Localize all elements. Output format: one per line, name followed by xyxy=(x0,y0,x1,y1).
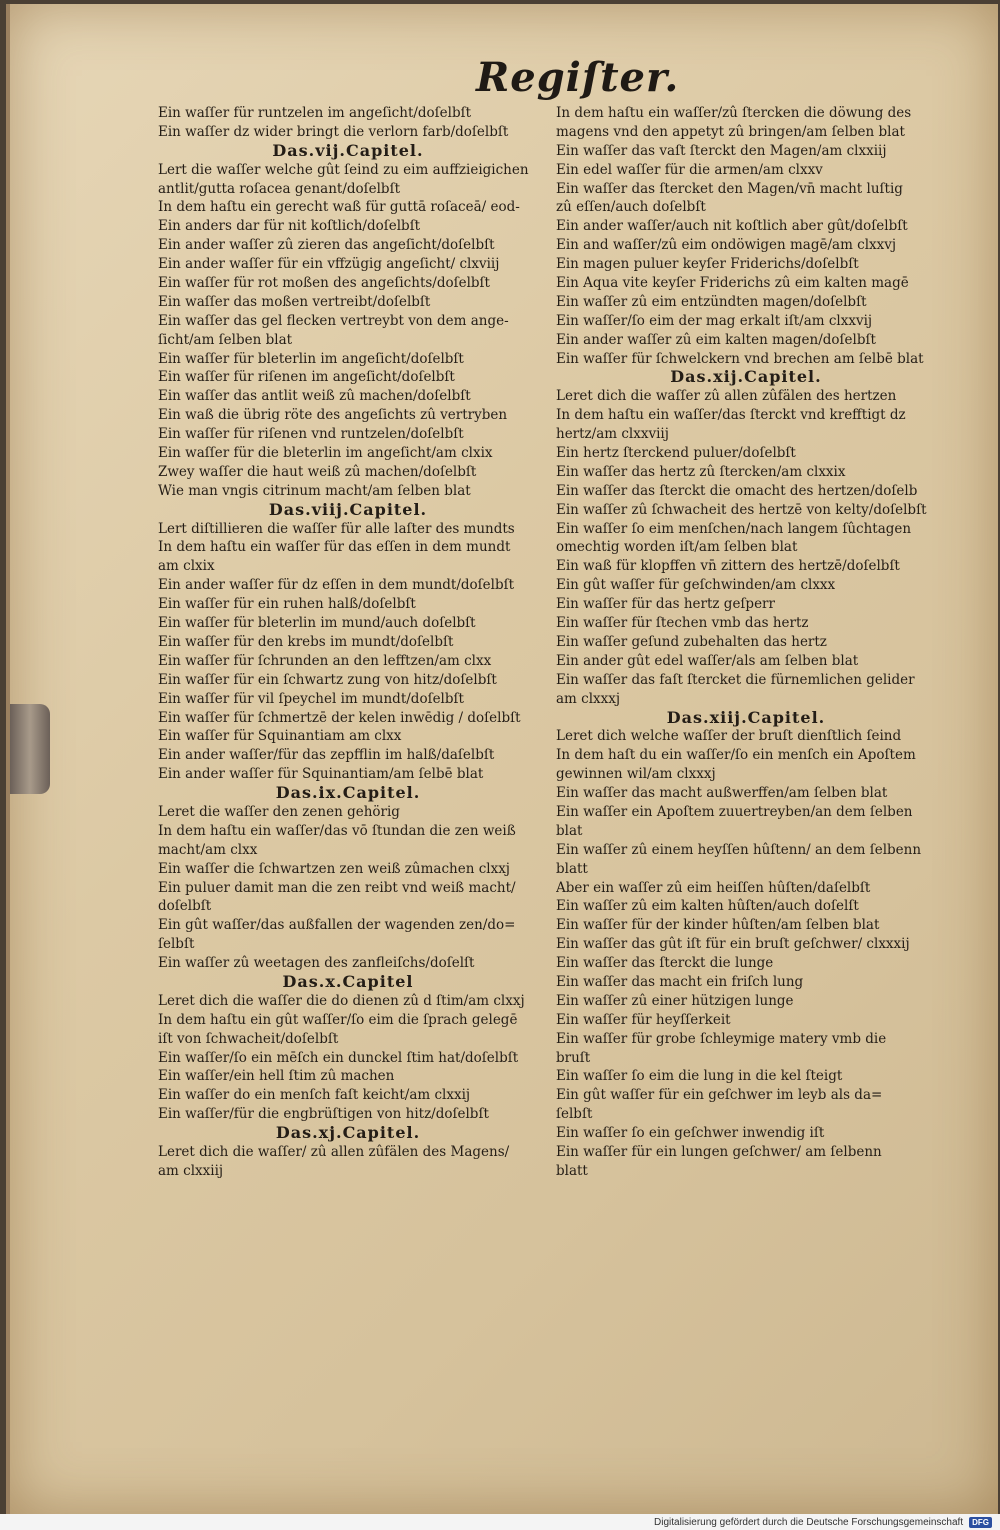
register-entry: Ein waſſer für ſchrunden an den lefftzen/am clxx xyxy=(158,652,492,669)
register-entry: Ein waſſer das faſt ſtercket die fürnemlichen gelider xyxy=(556,671,915,688)
register-entry: Leret dich welche waſſer der bruſt dienſtlich ſeind xyxy=(556,728,902,745)
register-entry: Ein ander waſſer zû zieren das angeſicht/doſelbſt xyxy=(158,237,495,254)
register-entry: Leret dich die waſſer zû allen zûfälen des hertzen xyxy=(556,388,897,405)
register-entry: Ein waſſer ſo eim menſchen/nach langem ſûchtagen xyxy=(556,520,912,537)
register-entry: Ein waſſer zû weetagen des zanfleiſchs/doſelſt xyxy=(158,955,475,972)
left-column xyxy=(158,104,538,1181)
register-entry: Ein waſſer für runtzelen im angeſicht/doſelbſt xyxy=(158,105,472,121)
register-entry: Ein waß für klopffen vn̄ zittern des hertzē/doſelbſt xyxy=(556,558,900,575)
register-entry: Ein waſſer für vil ſpeychel im mundt/doſelbſt xyxy=(158,690,464,707)
register-entry: am clxxxj xyxy=(556,690,621,707)
register-entry: Ein hertz ſterckend puluer/doſelbſt xyxy=(556,445,796,462)
register-entry: Ein puluer damit man die zen reibt vnd weiß macht/ xyxy=(158,879,516,896)
register-entry: Ein waſſer das macht ein friſch lung xyxy=(556,973,804,990)
register-entry: Ein waſſer für ein ruhen halß/doſelbſt xyxy=(158,596,416,613)
register-entry: doſelbſt xyxy=(158,898,212,915)
footer-bar xyxy=(0,1514,1000,1530)
register-entry: Aber ein waſſer zû eim heiſſen hûſten/daſelbſt xyxy=(556,879,871,896)
chapter-heading: Das.x.Capitel xyxy=(282,972,414,991)
chapter-heading: Das.xij.Capitel. xyxy=(670,368,822,387)
register-entry: Ein ander waſſer für ein vffzügig angeſicht/ clxviij xyxy=(158,256,500,273)
register-entry: Ein waſſer das ſtercket den Magen/vn̄ macht luſtig xyxy=(556,180,903,197)
register-entry: omechtig worden iſt/am ſelben blat xyxy=(556,539,798,556)
chapter-heading: Das.ix.Capitel. xyxy=(275,784,421,803)
chapter-heading: Das.xj.Capitel. xyxy=(275,1124,421,1143)
register-entry: In dem haſtu ein gût waſſer/ſo eim die ſprach gelegē xyxy=(158,1011,518,1028)
right-column xyxy=(556,104,936,1181)
chapter-heading: Das.viij.Capitel. xyxy=(268,500,428,519)
register-entry: Leret die waſſer den zenen gehörig xyxy=(158,803,400,820)
page-heading: Regiſter. xyxy=(476,54,680,101)
register-entry: Ein waſſer/ſo ein mēſch ein dunckel ſtim hat/doſelbſt xyxy=(158,1049,519,1066)
register-entry: Ein waſſer für grobe ſchleymige matery vmb die xyxy=(556,1030,887,1047)
register-entry: blatt xyxy=(556,860,588,877)
register-entry: Lert die waſſer welche gût ſeind zu eim auffzieigichen xyxy=(158,161,529,178)
register-entry: Ein waſſer geſund zubehalten das hertz xyxy=(556,633,827,650)
register-entry: am clxix xyxy=(158,558,215,575)
register-entry: macht/am clxx xyxy=(158,841,258,858)
register-entry: Ein waſſer das ſterckt die omacht des hertzen/doſelb xyxy=(556,482,918,499)
register-entry: Ein waſſer das macht außwerffen/am ſelben blat xyxy=(556,785,888,802)
register-entry: Ein waſſer zû ſchwacheit des hertzē von kelty/doſelbſt xyxy=(556,501,927,518)
register-entry: In dem haſtu ein waſſer/zû ſtercken die döwung des xyxy=(556,105,912,121)
register-entry: gewinnen wil/am clxxxj xyxy=(556,766,716,783)
register-entry: Ein waſſer für die bleterlin im angeſicht/am clxix xyxy=(158,445,493,462)
register-entry: Wie man vngis citrinum macht/am ſelben blat xyxy=(158,482,471,499)
register-entry: Ein waſſer für rot moßen des angeſichts/doſelbſt xyxy=(158,275,490,292)
register-entry: Ein gût waſſer für geſchwinden/am clxxx xyxy=(556,577,836,594)
register-entry: Ein magen puluer keyſer Friderichs/doſelbſt xyxy=(556,256,859,273)
book-clasp xyxy=(10,704,50,794)
register-entry: Ein waſſer das gût iſt für ein bruſt geſchwer/ clxxxij xyxy=(556,936,910,953)
register-entry: Ein ander waſſer für Squinantiam/am ſelbē blat xyxy=(158,766,484,783)
register-entry: Ein ander waſſer/auch nit koſtlich aber gût/doſelbſt xyxy=(556,218,908,235)
register-entry: zû eſſen/auch doſelbſt xyxy=(556,199,706,216)
book-page xyxy=(6,4,998,1514)
chapter-heading: Das.vij.Capitel. xyxy=(272,141,424,160)
register-entry: bruſt xyxy=(556,1049,591,1066)
footer-text: Digitalisierung gefördert durch die Deutsche Forschungsgemeinschaft xyxy=(654,1516,964,1528)
dfg-logo-icon: DFG xyxy=(969,1517,992,1528)
register-entry: Ein waſſer das vaſt ſterckt den Magen/am clxxiij xyxy=(556,142,887,159)
register-entry: Ein waſſer ein Apoſtem zuuertreyben/an dem ſelben xyxy=(556,803,913,820)
register-entry: hertz/am clxxviij xyxy=(556,426,669,443)
register-entry: Ein ander waſſer/für das zepfflin im halß/daſelbſt xyxy=(158,747,495,764)
register-entry: Ein waſſer für ein ſchwartz zung von hitz/doſelbſt xyxy=(158,671,497,688)
register-entry: Ein waſſer für ſchwelckern vnd brechen am ſelbē blat xyxy=(556,350,924,367)
register-entry: Leret dich die waſſer/ zû allen zûfälen des Magens/ xyxy=(158,1143,510,1160)
register-entry: Ein waſſer das ſterckt die lunge xyxy=(556,955,774,972)
register-entry: am clxxiij xyxy=(158,1162,224,1179)
register-entry: Ein waſſer zû eim kalten hûſten/auch doſelſt xyxy=(556,898,859,915)
register-entry: Ein waſſer für das hertz geſperr xyxy=(556,596,775,613)
register-entry: Ein waſſer dz wider bringt die verlorn farb/doſelbſt xyxy=(158,123,509,140)
register-entry: Ein waſſer für bleterlin im angeſicht/doſelbſt xyxy=(158,350,464,367)
register-entry: Leret dich die waſſer die do dienen zû d ſtim/am clxxj xyxy=(158,992,525,1009)
register-entry: Ein waſſer für riſenen im angeſicht/doſelbſt xyxy=(158,369,455,386)
register-entry: Ein waſſer ſo eim die lung in die kel ſteigt xyxy=(556,1068,843,1085)
register-entry: magens vnd den appetyt zû bringen/am ſelben blat xyxy=(556,123,905,140)
register-entry: Ein anders dar für nit koſtlich/doſelbſt xyxy=(158,218,421,235)
register-entry: Ein waſſer zû eim entzündten magen/doſelbſt xyxy=(556,293,867,310)
register-entry: Ein waſſer für bleterlin im mund/auch doſelbſt xyxy=(158,615,476,632)
register-entry: Lert diſtillieren die waſſer für alle laſter des mundts xyxy=(158,520,515,537)
register-entry: Ein waſſer das moßen vertreibt/doſelbſt xyxy=(158,293,431,310)
register-entry: In dem haſtu ein gerecht waß für guttā roſaceā/ eod- xyxy=(158,199,520,216)
register-entry: Ein waſſer zû einem heyſſen hûſtenn/ an dem ſelbenn xyxy=(556,841,922,858)
register-entry: Ein waſſer/für die engbrüſtigen von hitz/doſelbſt xyxy=(158,1106,489,1123)
register-entry: Ein gût waſſer für ein geſchwer im leyb als da= xyxy=(556,1087,883,1104)
register-entry: Zwey waſſer die haut weiß zû machen/doſelbſt xyxy=(158,463,477,480)
register-entry: In dem haſtu ein waſſer/das vō ſtundan die zen weiß xyxy=(158,822,516,839)
register-entry: Ein waſſer das gel flecken vertreybt von dem ange- xyxy=(158,312,509,329)
register-entry: Ein waß die übrig röte des angeſichts zû vertryben xyxy=(158,407,508,424)
register-entry: Ein gût waſſer/das außfallen der wagenden zen/do= xyxy=(158,917,516,934)
register-entry: Ein ander gût edel waſſer/als am ſelben blat xyxy=(556,652,859,669)
register-entry: blatt xyxy=(556,1162,588,1179)
register-entry: antlit/gutta roſacea genant/doſelbſt xyxy=(158,180,400,197)
register-entry: In dem haſtu ein waſſer/das ſterckt vnd krefftigt dz xyxy=(556,407,906,424)
register-entry: Ein ander waſſer für dz eſſen in dem mundt/doſelbſt xyxy=(158,577,515,594)
register-entry: Ein Aqua vite keyſer Friderichs zû eim kalten magē xyxy=(556,275,909,292)
register-entry: iſt von ſchwacheit/doſelbſt xyxy=(158,1030,339,1047)
register-entry: Ein waſſer do ein menſch faſt keicht/am clxxij xyxy=(158,1087,471,1104)
register-entry: Ein edel waſſer für die armen/am clxxv xyxy=(556,161,823,178)
register-entry: Ein waſſer für heyſſerkeit xyxy=(556,1011,731,1028)
register-entry: Ein ander waſſer zû eim kalten magen/doſelbſt xyxy=(556,331,876,348)
chapter-heading: Das.xiij.Capitel. xyxy=(666,708,826,727)
register-entry: In dem haſtu ein waſſer für das eſſen in dem mundt xyxy=(158,539,511,556)
register-entry: Ein waſſer für ſchmertzē der kelen inwēdig / doſelbſt xyxy=(158,709,521,726)
register-entry: Ein waſſer zû einer hützigen lunge xyxy=(556,992,794,1009)
register-entry: ſelbſt xyxy=(556,1106,593,1123)
register-entry: Ein waſſer für ein lungen geſchwer/ am ſelbenn xyxy=(556,1143,882,1160)
register-entry: Ein and waſſer/zû eim ondöwigen magē/am clxxvj xyxy=(556,237,897,254)
register-entry: blat xyxy=(556,822,583,839)
register-entry: In dem haſt du ein waſſer/ſo ein menſch ein Apoſtem xyxy=(556,747,916,764)
register-entry: Ein waſſer für der kinder hûſten/am ſelben blat xyxy=(556,917,880,934)
register-entry: Ein waſſer ſo ein geſchwer inwendig iſt xyxy=(556,1125,825,1142)
register-entry: Ein waſſer das antlit weiß zû machen/doſelbſt xyxy=(158,388,471,405)
register-entry: Ein waſſer das hertz zû ſtercken/am clxxix xyxy=(556,463,846,480)
register-entry: ſicht/am ſelben blat xyxy=(158,331,293,348)
register-entry: Ein waſſer für den krebs im mundt/doſelbſt xyxy=(158,633,454,650)
register-entry: Ein waſſer für riſenen vnd runtzelen/doſelbſt xyxy=(158,426,464,443)
register-entry: ſelbſt xyxy=(158,936,195,953)
register-entry: Ein waſſer die ſchwartzen zen weiß zûmachen clxxj xyxy=(158,860,510,877)
register-entry: Ein waſſer/ein hell ſtim zû machen xyxy=(158,1068,395,1085)
register-entry: Ein waſſer für ſtechen vmb das hertz xyxy=(556,615,809,632)
register-entry: Ein waſſer/ſo eim der mag erkalt iſt/am clxxvij xyxy=(556,312,873,329)
register-entry: Ein waſſer für Squinantiam am clxx xyxy=(158,728,402,745)
